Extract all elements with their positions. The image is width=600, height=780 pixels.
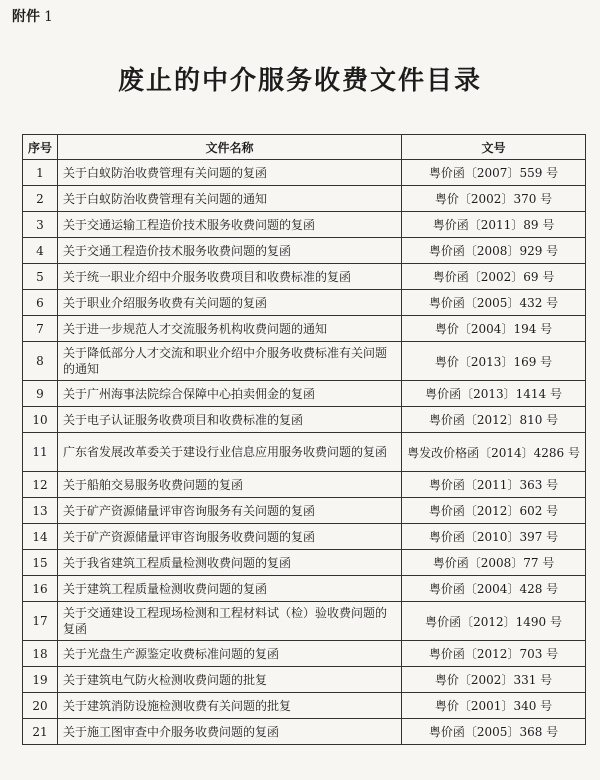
row-number-cell: 9 (23, 381, 58, 407)
row-number-cell: 7 (23, 316, 58, 342)
table-row (23, 693, 586, 719)
table-row (23, 667, 586, 693)
row-number-cell: 13 (23, 498, 58, 524)
document-number-cell: 粤价函〔2002〕69 号 (402, 264, 586, 290)
document-number-cell: 粤价函〔2005〕368 号 (402, 719, 586, 745)
document-name-cell: 关于职业介绍服务收费有关问题的复函 (58, 290, 402, 316)
row-number-cell: 18 (23, 641, 58, 667)
row-number-cell: 10 (23, 407, 58, 433)
column-header-document-number: 文号 (402, 135, 586, 160)
document-name-cell: 关于船舶交易服务收费问题的复函 (58, 472, 402, 498)
document-number-cell: 粤价函〔2010〕397 号 (402, 524, 586, 550)
document-number-cell: 粤价函〔2007〕559 号 (402, 160, 586, 186)
document-name-cell: 关于矿产资源储量评审咨询服务有关问题的复函 (58, 498, 402, 524)
document-name-cell: 关于白蚁防治收费管理有关问题的通知 (58, 186, 402, 212)
table-row (23, 342, 586, 381)
document-number-cell: 粤价函〔2005〕432 号 (402, 290, 586, 316)
document-number-cell: 粤价函〔2008〕929 号 (402, 238, 586, 264)
row-number-cell: 21 (23, 719, 58, 745)
row-number-cell: 17 (23, 602, 58, 641)
document-name-cell: 广东省发展改革委关于建设行业信息应用服务收费问题的复函 (58, 433, 402, 472)
document-name-cell: 关于我省建筑工程质量检测收费问题的复函 (58, 550, 402, 576)
document-number-cell: 粤价〔2002〕331 号 (402, 667, 586, 693)
table-row (23, 290, 586, 316)
document-number-cell: 粤价〔2013〕169 号 (402, 342, 586, 381)
table-row (23, 576, 586, 602)
table-row (23, 472, 586, 498)
document-name-cell: 关于交通建设工程现场检测和工程材料试（检）验收费问题的复函 (58, 602, 402, 641)
document-name-cell: 关于交通工程造价技术服务收费问题的复函 (58, 238, 402, 264)
row-number-cell: 2 (23, 186, 58, 212)
row-number-cell: 8 (23, 342, 58, 381)
table-row (23, 186, 586, 212)
table-row (23, 407, 586, 433)
table-row (23, 719, 586, 745)
table-row (23, 602, 586, 641)
document-name-cell: 关于白蚁防治收费管理有关问题的复函 (58, 160, 402, 186)
attachment-label (12, 6, 53, 26)
document-name-cell: 关于进一步规范人才交流服务机构收费问题的通知 (58, 316, 402, 342)
document-name-cell: 关于降低部分人才交流和职业介绍中介服务收费标准有关问题的通知 (58, 342, 402, 381)
document-name-cell: 关于广州海事法院综合保障中心拍卖佣金的复函 (58, 381, 402, 407)
row-number-cell: 5 (23, 264, 58, 290)
row-number-cell: 20 (23, 693, 58, 719)
table-row (23, 498, 586, 524)
table-header (23, 135, 586, 160)
table-row (23, 524, 586, 550)
document-table (22, 134, 586, 745)
table-row (23, 641, 586, 667)
document-number-cell: 粤价函〔2012〕703 号 (402, 641, 586, 667)
table-header-row (23, 135, 586, 160)
document-number-cell: 粤价〔2001〕340 号 (402, 693, 586, 719)
document-number-cell: 粤价函〔2012〕1490 号 (402, 602, 586, 641)
document-name-cell: 关于矿产资源储量评审咨询服务收费问题的复函 (58, 524, 402, 550)
document-name-cell: 关于光盘生产源鉴定收费标准问题的复函 (58, 641, 402, 667)
document-number-cell: 粤价函〔2008〕77 号 (402, 550, 586, 576)
row-number-cell: 11 (23, 433, 58, 472)
page-title: 废止的中介服务收费文件目录 (117, 66, 482, 96)
column-header-document-name: 文件名称 (58, 135, 402, 160)
table-row (23, 316, 586, 342)
document-number-cell: 粤价函〔2011〕363 号 (402, 472, 586, 498)
table-row (23, 550, 586, 576)
row-number-cell: 14 (23, 524, 58, 550)
column-header-number: 序号 (23, 135, 58, 160)
table-row (23, 212, 586, 238)
attachment-label-text: 附件 (12, 9, 40, 25)
document-name-cell: 关于建筑电气防火检测收费问题的批复 (58, 667, 402, 693)
document-number-cell: 粤价函〔2012〕602 号 (402, 498, 586, 524)
table-body (23, 160, 586, 745)
document-number-cell: 粤价函〔2012〕810 号 (402, 407, 586, 433)
table-row (23, 160, 586, 186)
row-number-cell: 19 (23, 667, 58, 693)
document-name-cell: 关于统一职业介绍中介服务收费项目和收费标准的复函 (58, 264, 402, 290)
document-number-cell: 粤价函〔2013〕1414 号 (402, 381, 586, 407)
row-number-cell: 1 (23, 160, 58, 186)
row-number-cell: 15 (23, 550, 58, 576)
row-number-cell: 16 (23, 576, 58, 602)
document-number-cell: 粤价〔2002〕370 号 (402, 186, 586, 212)
table-row (23, 381, 586, 407)
table-row (23, 433, 586, 472)
row-number-cell: 4 (23, 238, 58, 264)
document-name-cell: 关于交通运输工程造价技术服务收费问题的复函 (58, 212, 402, 238)
table-row (23, 238, 586, 264)
document-name-cell: 关于建筑工程质量检测收费问题的复函 (58, 576, 402, 602)
document-name-cell: 关于施工图审查中介服务收费问题的复函 (58, 719, 402, 745)
document-name-cell: 关于建筑消防设施检测收费有关问题的批复 (58, 693, 402, 719)
document-name-cell: 关于电子认证服务收费项目和收费标准的复函 (58, 407, 402, 433)
document-number-cell: 粤价函〔2011〕89 号 (402, 212, 586, 238)
attachment-number: 1 (44, 9, 53, 25)
table-row (23, 264, 586, 290)
document-number-cell: 粤价函〔2004〕428 号 (402, 576, 586, 602)
document-number-cell: 粤发改价格函〔2014〕4286 号 (402, 433, 586, 472)
document-number-cell: 粤价〔2004〕194 号 (402, 316, 586, 342)
row-number-cell: 6 (23, 290, 58, 316)
row-number-cell: 3 (23, 212, 58, 238)
row-number-cell: 12 (23, 472, 58, 498)
